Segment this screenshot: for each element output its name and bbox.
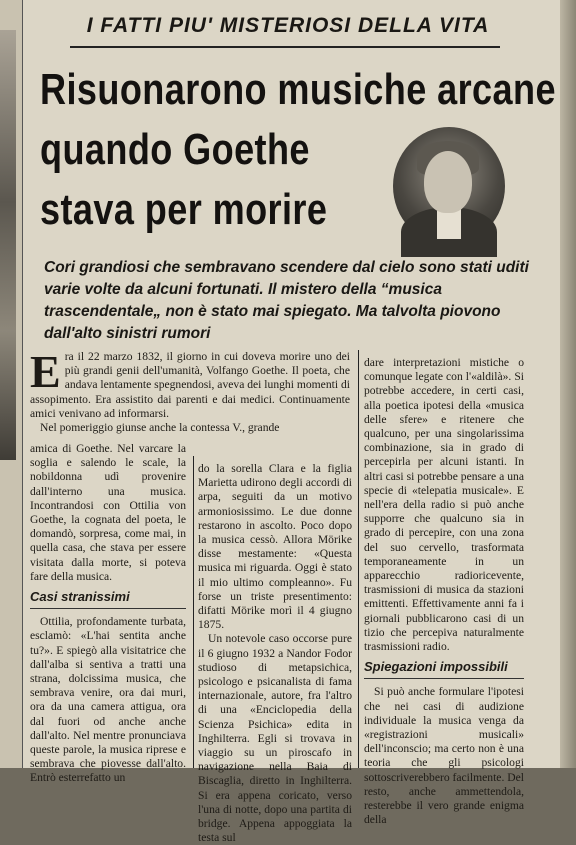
col1-paragraph: Ottilia, profondamente turbata, esclamò: «L'hai sentita anche tu?». E spiegò alla visitatrice che dall'alba si sentiva a tratti una strana, dolcissima musica, che sembrava venire, ora dai muri, ora da una camera attigua, ora dal fuori od anche anche dall'alto. Nel mentre pronunciava queste parole, la musica riprese e sembrava che piovesse dall'alto. Entrò esterrefatto un xyxy=(30,615,186,785)
col3-paragraph: Si può anche formulare l'ipotesi che nei casi di audizione individuale la musica venga da «registrazioni musicali» dell'inconscio; ma certo non è una teoria che gli psicologi sottoscriverebbero facilmente. Del resto, anche ammettendola, resterebbe il vero grande enigma della xyxy=(364,685,524,827)
column-divider xyxy=(358,350,359,768)
col1-paragraph: amica di Goethe. Nel varcare la soglia e salendo le scale, la nobildonna udì provenire dall'interno una musica. Incontrandosi con Ottilia von Goethe, la cognata del poeta, le domandò, sorpresa, come mai, in quella casa, che stava per essere visitata dalla morte, si poteva fare della musica. xyxy=(30,442,186,583)
adjacent-page-strip xyxy=(0,0,23,768)
headline-line: stava per morire xyxy=(40,185,328,234)
deck-subtitle: Cori grandiosi che sembravano scendere dal cielo sono stati uditi varie volte da alcuni fortunati. Il mistero della “musica trascendentale„ non è stato mai spiegato. Ma talvolta piovono dall'alto sinistri rumori xyxy=(44,259,529,342)
column-3 xyxy=(364,356,524,828)
page-edge xyxy=(560,0,576,768)
lead-text: ra il 22 marzo 1832, il giorno in cui doveva morire uno dei più grandi genii dell'umanità, Volfango Goethe. Il poeta, che andava lentamente spegnendosi, aveva dei lunghi momenti di assopimento. Era assistito dai parenti e dai medici. Continuamente amici venivano ad informarsi. xyxy=(30,350,350,420)
adjacent-photo xyxy=(0,30,16,460)
headline xyxy=(40,60,556,240)
goethe-portrait xyxy=(393,127,505,245)
column-1 xyxy=(30,442,186,786)
section-title: I FATTI PIU' MISTERIOSI DELLA VITA xyxy=(86,14,490,37)
column-2 xyxy=(198,462,352,845)
column-divider xyxy=(193,456,194,768)
col3-paragraph: dare interpretazioni mistiche o comunque legate con l'«aldilà». Si potrebbe accedere, in certi casi, alla poetica ipotesi della «musica delle sfere» e ritenere che qualcuno, per una singolarissima combinazione, sia in grado di percepirla per alcuni istanti. In altri casi si potrebbe pensare a una specie di «telepatia musicale». E nell'era della radio si può anche supporre che qualcuno sia in grado di percepire, con una zona del suo cervello, trasformata temporaneamente in un apparecchio radioricevente, trasmissioni di musica da stazioni emittenti. Effettivamente anni fa i giornali pubblicarono casi di un tizio che percepiva naturalmente trasmissioni radio. xyxy=(364,356,524,654)
kicker-rule xyxy=(70,46,500,48)
subhead-casi-stranissimi: Casi stranissimi xyxy=(30,590,186,609)
headline-line: Risuonarono musiche arcane xyxy=(40,65,556,114)
lead-paragraph xyxy=(30,346,350,435)
portrait-face xyxy=(424,151,472,213)
drop-cap: E xyxy=(30,346,61,397)
lead-text-2: Nel pomeriggio giunse anche la contessa V., grande xyxy=(40,421,280,435)
col2-paragraph: do la sorella Clara e la figlia Marietta udirono degli accordi di arpa, seguiti da un motivo armoniosissimo. Le due donne restarono in ascolto. Poco dopo la musica cessò. Allora Mörike disse mestamente: «Questa musica mi riguarda. Oggi è stato il mio ultimo compleanno». Fu forse un triste presentimento: difatti Mörike morì il 4 giugno 1875. xyxy=(198,462,352,632)
subhead-spiegazioni-impossibili: Spiegazioni impossibili xyxy=(364,660,524,679)
col2-paragraph: Un notevole caso occorse pure il 6 giugno 1932 a Nandor Fodor studioso di metapsichica, psicologo e psicanalista di fama internazionale, autore, fra l'altro di una «Enciclopedia della Scienza Psichica» edita in Inghilterra. Egli si trovava in viaggio su un piroscafo in navigazione nella Baia di Biscaglia, diretto in Inghilterra. Si era appena coricato, verso l'una di notte, dopo una partita di bridge. Appena appoggiata la testa sul xyxy=(198,632,352,845)
headline-line: quando Goethe xyxy=(40,125,310,174)
portrait-collar xyxy=(437,209,461,239)
